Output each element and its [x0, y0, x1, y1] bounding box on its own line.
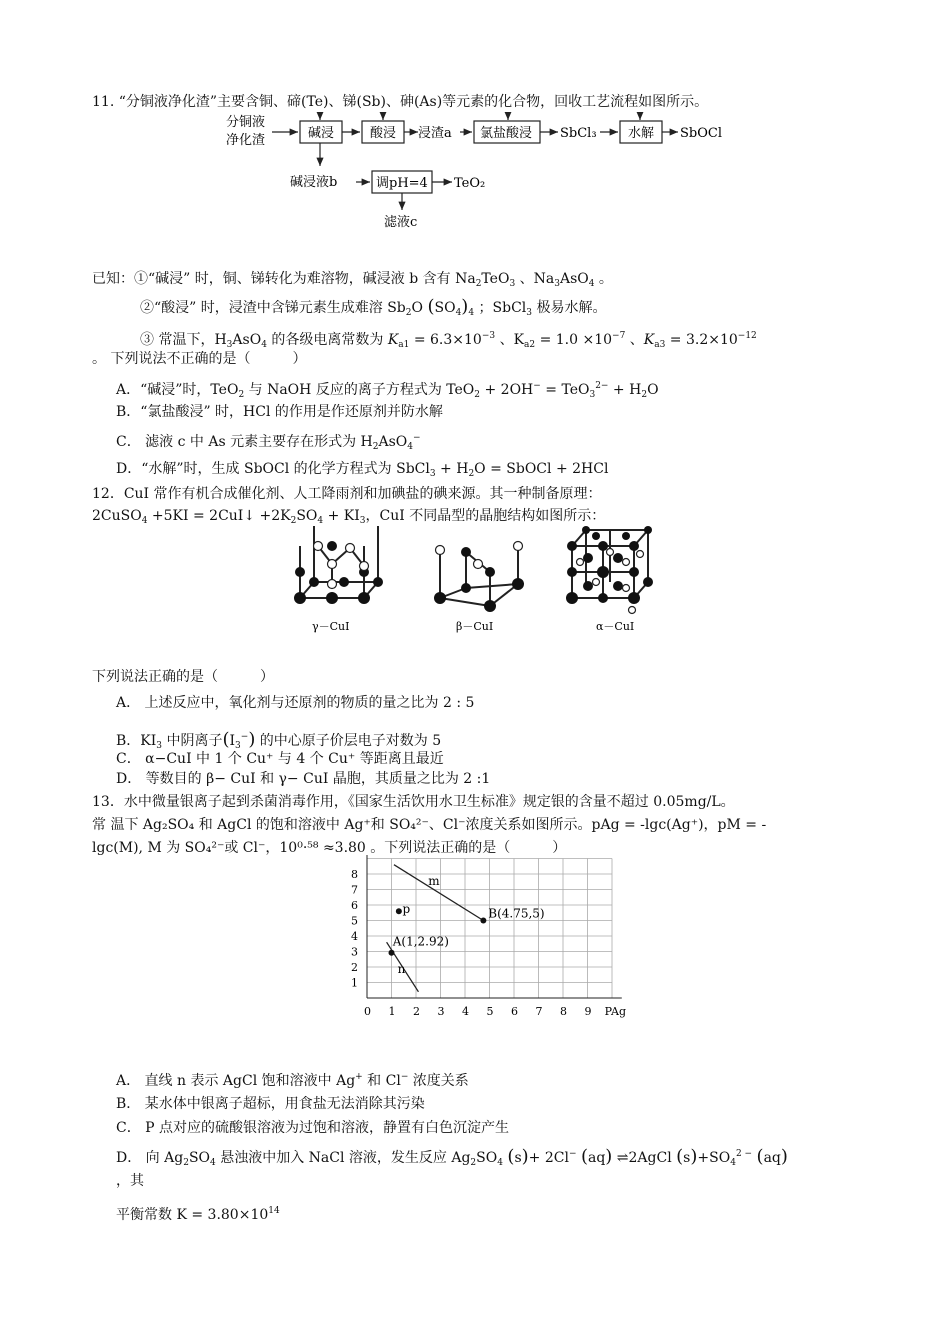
- q12-stem: 12．CuI 常作有机合成催化剂、人工降雨剂和加碘盐的碘来源。其一种制备原理：: [92, 486, 602, 502]
- x-tick-label: 9: [584, 1005, 592, 1018]
- q11-option-b[interactable]: B．“氯盐酸浸” 时，HCl 的作用是作还原剂并防水解: [116, 404, 443, 420]
- x-tick-label: 7: [535, 1005, 543, 1018]
- y-tick-label: 3: [351, 945, 358, 959]
- line-m-label: m: [428, 873, 440, 888]
- flow-jianjinye-b: 碱浸液b: [290, 175, 338, 190]
- x-tick-label: 1: [388, 1005, 396, 1018]
- flow-start-1: 分铜液: [226, 115, 266, 130]
- x-tick-label: 3: [437, 1005, 445, 1018]
- q11-option-c[interactable]: C． 滤液 c 中 As 元素主要存在形式为 $H_2AsO_4^-$: [116, 433, 421, 452]
- point-p: [396, 908, 402, 914]
- x-tick-label: 8: [560, 1005, 567, 1018]
- y-tick-label: 4: [351, 930, 358, 943]
- x-axis-label: PAg: [604, 1005, 627, 1018]
- q11-ask: 。 下列说法不正确的是（ ）: [92, 351, 307, 367]
- flow-sbcl3: SbCl₃: [560, 126, 597, 141]
- q11-known-1: 已知：①“碱浸” 时，铜、锑转化为难溶物，碱浸液 b 含有 $Na_2TeO_3$ 、$Na_3AsO_4$ 。: [92, 271, 613, 289]
- q12-option-a[interactable]: A． 上述反应中，氧化剂与还原剂的物质的量之比为 2 : 5: [116, 695, 475, 711]
- label-beta-cui: β－CuI: [456, 620, 494, 633]
- label-alpha-cui: α－CuI: [596, 620, 635, 633]
- flow-shuijie: 水解: [628, 126, 655, 141]
- q13-option-d-last: 平衡常数 $K = 3.80\times 10^{14}$: [116, 1206, 280, 1223]
- point-A: [389, 950, 395, 956]
- x-tick-label: 0: [364, 1005, 371, 1018]
- q11-known-3: ③ 常温下，$H_3AsO_4$ 的各级电离常数为 $K_{a1} = 6.3\times 10^{-3}$ 、$K_{a2} = 1.0 \times 10^{-7}$ 、$K_{a3} = 3.2\times 10^{-12}$: [140, 331, 757, 350]
- q13-line-3: lgc(M), M 为 SO₄²⁻或 Cl⁻，10⁰·⁵⁸ ≈3.80 。下列说法正确的是（ ）: [92, 840, 567, 856]
- flow-sbocl: SbOCl: [680, 126, 722, 141]
- y-tick-label: 1: [351, 976, 358, 990]
- line-n-label: n: [397, 962, 406, 977]
- x-tick-label: 4: [462, 1005, 469, 1018]
- q11-known-2: ②“酸浸” 时，浸渣中含锑元素生成难溶 $Sb_2O$ $(SO_4)_4$ ；SbCl$_3$ 极易水解。: [140, 296, 607, 318]
- q11-option-d[interactable]: D．“水解”时，生成 SbOCl 的化学方程式为 SbCl$_3$ + $H_2O$ = SbOCl + 2HCl: [116, 461, 609, 479]
- q13-option-d[interactable]: D． 向 $Ag_2SO_4$ 悬浊液中加入 NaCl 溶液，发生反应 $Ag_2SO_4$ (s)+ 2Cl− (aq) ⇌2AgCl $(s)+SO_4^{2 -}$ (aq): [116, 1146, 788, 1168]
- flow-lvye-c: 滤液c: [384, 215, 418, 230]
- x-tick-label: 6: [511, 1005, 518, 1018]
- y-tick-label: 2: [351, 961, 358, 974]
- flow-jianjin: 碱浸: [308, 126, 335, 141]
- crystal-figure: [280, 526, 670, 641]
- q13-option-d-tail: ，其: [116, 1173, 144, 1189]
- q11-option-a[interactable]: A．“碱浸”时，TeO$_2$ 与 NaOH 反应的离子方程式为 $TeO_2 + 2OH^- = TeO_3^{2-} + H_2O$: [116, 381, 659, 400]
- point-b-label: B(4.75,5): [488, 906, 545, 921]
- flow-suanjin: 酸浸: [370, 126, 397, 141]
- q13-option-a[interactable]: A． 直线 n 表示 AgCl 饱和溶液中 Ag+ 和 Cl− 浓度关系: [116, 1072, 469, 1089]
- flow-ph: 调pH=4: [376, 176, 428, 191]
- x-tick-label: 5: [486, 1005, 494, 1018]
- q12-equation: 2CuSO$_4$ +5KI = 2CuI↓ $+2K_2SO_4 + KI_3$，CuI 不同晶型的晶胞结构如图所示：: [92, 508, 606, 526]
- q13-option-c[interactable]: C． P 点对应的硫酸银溶液为过饱和溶液，静置有白色沉淀产生: [116, 1120, 510, 1136]
- flow-start-2: 净化渣: [226, 133, 266, 148]
- q12-ask: 下列说法正确的是（ ）: [92, 669, 274, 685]
- flow-zha-a: 浸渣a: [418, 126, 452, 141]
- point-B: [480, 918, 486, 924]
- x-tick-label: 2: [413, 1005, 420, 1018]
- flow-teo2: TeO₂: [454, 176, 486, 191]
- q12-option-c[interactable]: C． α−CuI 中 1 个 Cu⁺ 与 4 个 Cu⁺ 等距离且最近: [116, 751, 444, 767]
- point-a-label: A(1,2.92): [392, 934, 449, 949]
- q12-option-b[interactable]: B．$KI_3$ 中阴离子$(I_3^-)$ 的中心原子价层电子对数为 5: [116, 729, 442, 751]
- equilibrium-arrow-icon: ⇌: [616, 1150, 629, 1166]
- q13-chart: [345, 855, 645, 1025]
- flow-lvyan: 氯盐酸浸: [480, 126, 533, 141]
- q11-stem: 11. “分铜液净化渣”主要含铜、碲(Te)、锑(Sb)、砷(As)等元素的化合物，回收工艺流程如图所示。: [92, 94, 709, 110]
- q13-line-1: 13．水中微量银离子起到杀菌消毒作用，《国家生活饮用水卫生标准》规定银的含量不超过 0.05mg/L。: [92, 794, 735, 810]
- y-tick-label: 8: [351, 868, 358, 881]
- label-gamma-cui: γ－CuI: [312, 620, 350, 633]
- y-tick-label: 6: [351, 899, 358, 912]
- point-p-label: p: [402, 901, 411, 916]
- y-tick-label: 5: [351, 914, 358, 928]
- y-tick-label: 7: [351, 883, 358, 897]
- q13-line-2: 常 温下 Ag₂SO₄ 和 AgCl 的饱和溶液中 Ag⁺和 SO₄²⁻、Cl⁻浓度关系如图所示。pAg = -lgc(Ag⁺)，pM = -: [92, 817, 767, 833]
- q12-option-d[interactable]: D． 等数目的 β− CuI 和 γ− CuI 晶胞，其质量之比为 2 :1: [116, 771, 491, 787]
- q13-option-b[interactable]: B． 某水体中银离子超标，用食盐无法消除其污染: [116, 1096, 425, 1112]
- q11-flowchart: [220, 112, 760, 242]
